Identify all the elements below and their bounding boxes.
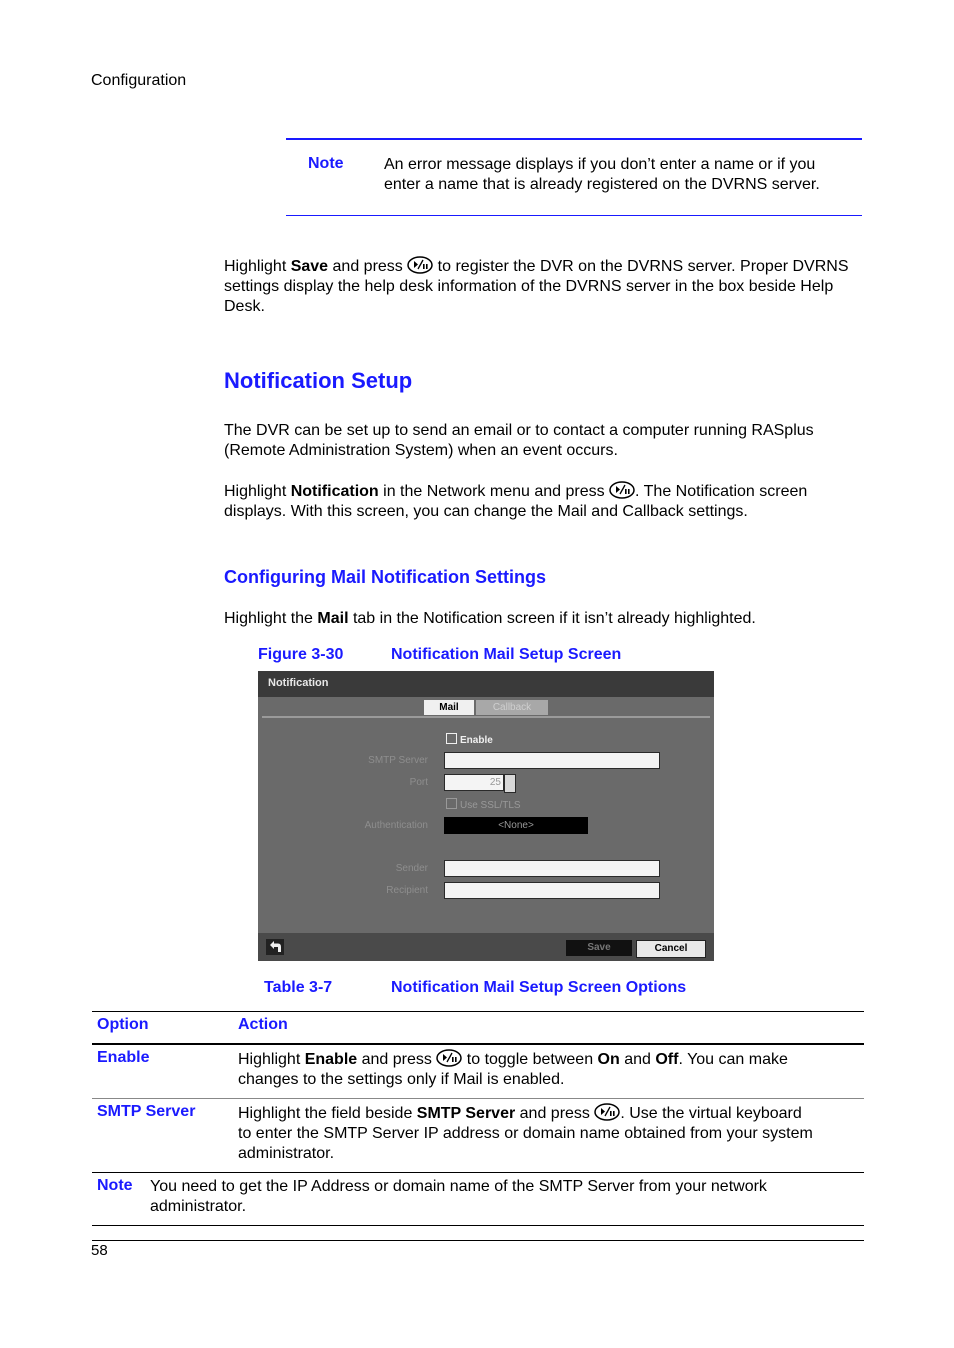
smtp-server-label: SMTP Server [368, 755, 428, 766]
option-enable: Enable [97, 1049, 150, 1066]
authentication-label: Authentication [364, 820, 428, 831]
table-note-text: You need to get the IP Address or domain name of the SMTP Server from your network administrator. [150, 1178, 767, 1215]
port-field[interactable]: 25 [444, 774, 504, 791]
cancel-button[interactable]: Cancel [636, 940, 706, 958]
note-line: enter a name that is already registered on the DVRNS server. [384, 176, 820, 193]
checkbox-icon [446, 733, 457, 744]
figure-number: Figure 3-30 [258, 646, 344, 663]
running-header: Configuration [91, 72, 187, 89]
note-label: Note [308, 155, 344, 172]
sender-field[interactable] [444, 860, 660, 877]
table-number: Table 3-7 [264, 979, 333, 996]
sender-label: Sender [395, 863, 428, 874]
recipient-field[interactable] [444, 882, 660, 899]
authentication-dropdown[interactable]: <None> [444, 817, 588, 834]
page-number: 58 [91, 1242, 108, 1259]
dvr-title-bar [258, 671, 714, 697]
table-title: Notification Mail Setup Screen Options [391, 979, 687, 996]
save-button[interactable]: Save [566, 940, 632, 956]
mail-paragraph: Highlight the Mail tab in the Notification screen if it isn’t already highlighted. [224, 610, 756, 627]
use-ssl-checkbox[interactable]: Use SSL/TLS [446, 798, 521, 811]
footer-rule [92, 1240, 864, 1241]
table-bottom-rule [92, 1225, 864, 1226]
tab-mail[interactable]: Mail [424, 700, 474, 715]
play-pause-button-icon [609, 481, 635, 499]
option-smtp-server: SMTP Server [97, 1103, 196, 1120]
column-header-action: Action [238, 1016, 288, 1033]
note-bottom-rule [286, 215, 862, 216]
note-line: An error message displays if you don’t enter a name or if you [384, 156, 816, 173]
play-pause-button-icon [436, 1049, 462, 1067]
subsection-heading: Configuring Mail Notification Settings [224, 567, 546, 587]
action-enable: Highlight Enable and press to toggle between On and Off. You can make changes to the settings only if Mail is enabled. [238, 1051, 788, 1088]
action-smtp-server: Highlight the field beside SMTP Server and press . Use the virtual keyboard to enter the SMTP Server IP address or domain name obtained from your system administrator. [238, 1105, 813, 1162]
intro-paragraph: The DVR can be set up to send an email or to contact a computer running RASplus (Remote Administration System) when an event occurs. [224, 422, 814, 459]
recipient-label: Recipient [386, 885, 428, 896]
smtp-server-field[interactable] [444, 752, 660, 769]
checkbox-icon [446, 798, 457, 809]
play-pause-button-icon [594, 1103, 620, 1121]
column-header-option: Option [97, 1016, 149, 1033]
section-heading: Notification Setup [224, 368, 413, 393]
table-row-rule [92, 1172, 864, 1173]
port-label: Port [409, 777, 428, 788]
figure-title: Notification Mail Setup Screen [391, 646, 622, 663]
save-paragraph: Highlight Save and press to register the DVR on the DVRNS server. Proper DVRNS settings display the help desk information of the DVRNS server in the box beside Help Desk. [224, 258, 849, 315]
table-row-rule [92, 1098, 864, 1099]
notification-screen-screenshot [258, 671, 714, 961]
back-arrow-icon[interactable] [266, 939, 284, 955]
notification-paragraph: Highlight Notification in the Network menu and press . The Notification screen displays. With this screen, you can change the Mail and Callback settings. [224, 483, 808, 520]
dvr-title: Notification [268, 677, 329, 689]
note-text [384, 155, 820, 195]
table-header-rule [92, 1043, 864, 1045]
tab-callback[interactable]: Callback [476, 700, 548, 715]
enable-checkbox[interactable]: Enable [446, 733, 493, 746]
table-top-rule [92, 1011, 864, 1012]
play-pause-button-icon [407, 256, 433, 274]
port-spinner[interactable] [504, 774, 516, 793]
table-note-label: Note [97, 1177, 133, 1194]
dvr-divider [262, 716, 710, 718]
note-top-rule [286, 138, 862, 140]
